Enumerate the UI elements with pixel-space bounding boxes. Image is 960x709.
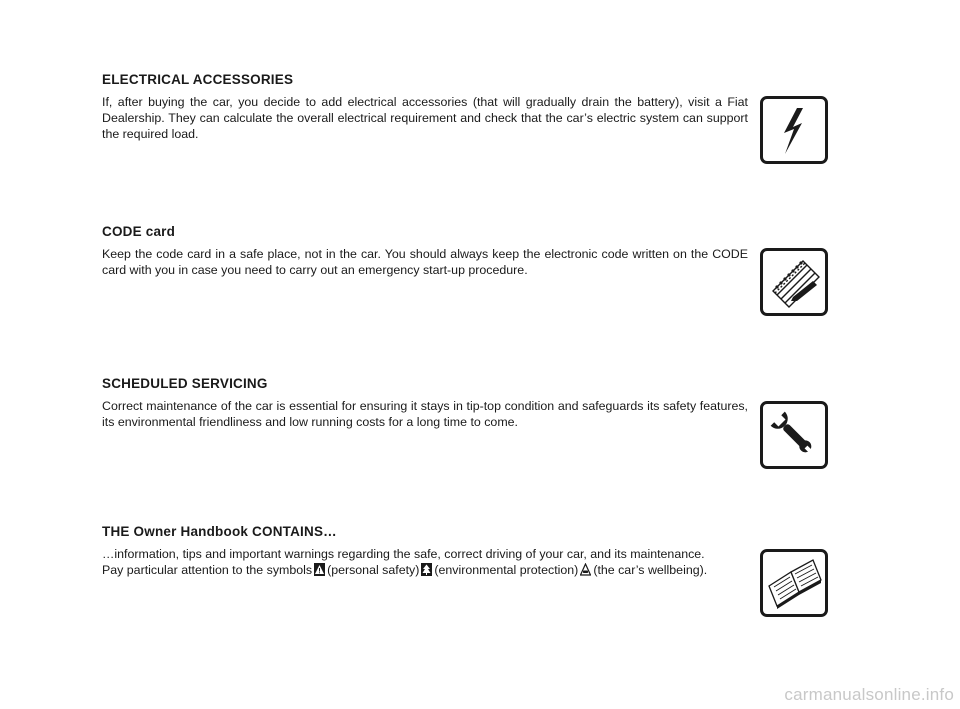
section-heading: CODE card — [102, 224, 176, 239]
section-owner-handbook — [102, 524, 748, 578]
symbols-intro: Pay particular attention to the symbols — [102, 563, 313, 577]
wrench-icon — [760, 401, 828, 469]
section-heading: SCHEDULED SERVICING — [102, 376, 268, 391]
section-text: If, after buying the car, you decide to add electrical accessories (that will gradually drain the battery), visit a Fiat Dealership. They can calculate the overall electrical requirement and check that the car’s electric system can support the required load. — [102, 95, 748, 141]
environmental-protection-label: (environmental protection) — [434, 563, 579, 577]
section-electrical-accessories — [102, 72, 748, 142]
car-wellbeing-icon — [580, 563, 591, 576]
open-book-icon — [760, 549, 828, 617]
section-text-line-2 — [102, 562, 748, 578]
car-wellbeing-label: (the car’s wellbeing). — [593, 563, 708, 577]
notepad-pencil-icon — [760, 248, 828, 316]
section-scheduled-servicing — [102, 376, 748, 430]
watermark: carmanualsonline.info — [784, 685, 954, 704]
section-text: Keep the code card in a safe place, not in the car. You should always keep the electronic code written on the CODE card with you in case you need to carry out an emergency start-up procedure. — [102, 247, 748, 277]
section-heading: ELECTRICAL ACCESSORIES — [102, 72, 294, 87]
section-text-line-1: …information, tips and important warnings regarding the safe, correct driving of your car, and its maintenance. — [102, 547, 705, 561]
personal-safety-label: (personal safety) — [327, 563, 420, 577]
lightning-bolt-icon — [760, 96, 828, 164]
section-heading: THE Owner Handbook CONTAINS… — [102, 524, 337, 539]
personal-safety-icon — [314, 563, 325, 576]
section-text: Correct maintenance of the car is essential for ensuring it stays in tip-top condition and safeguards its safety features, its environmental friendliness and low running costs for a long time to come. — [102, 399, 748, 429]
section-code-card — [102, 224, 748, 278]
environmental-protection-icon — [421, 563, 432, 576]
